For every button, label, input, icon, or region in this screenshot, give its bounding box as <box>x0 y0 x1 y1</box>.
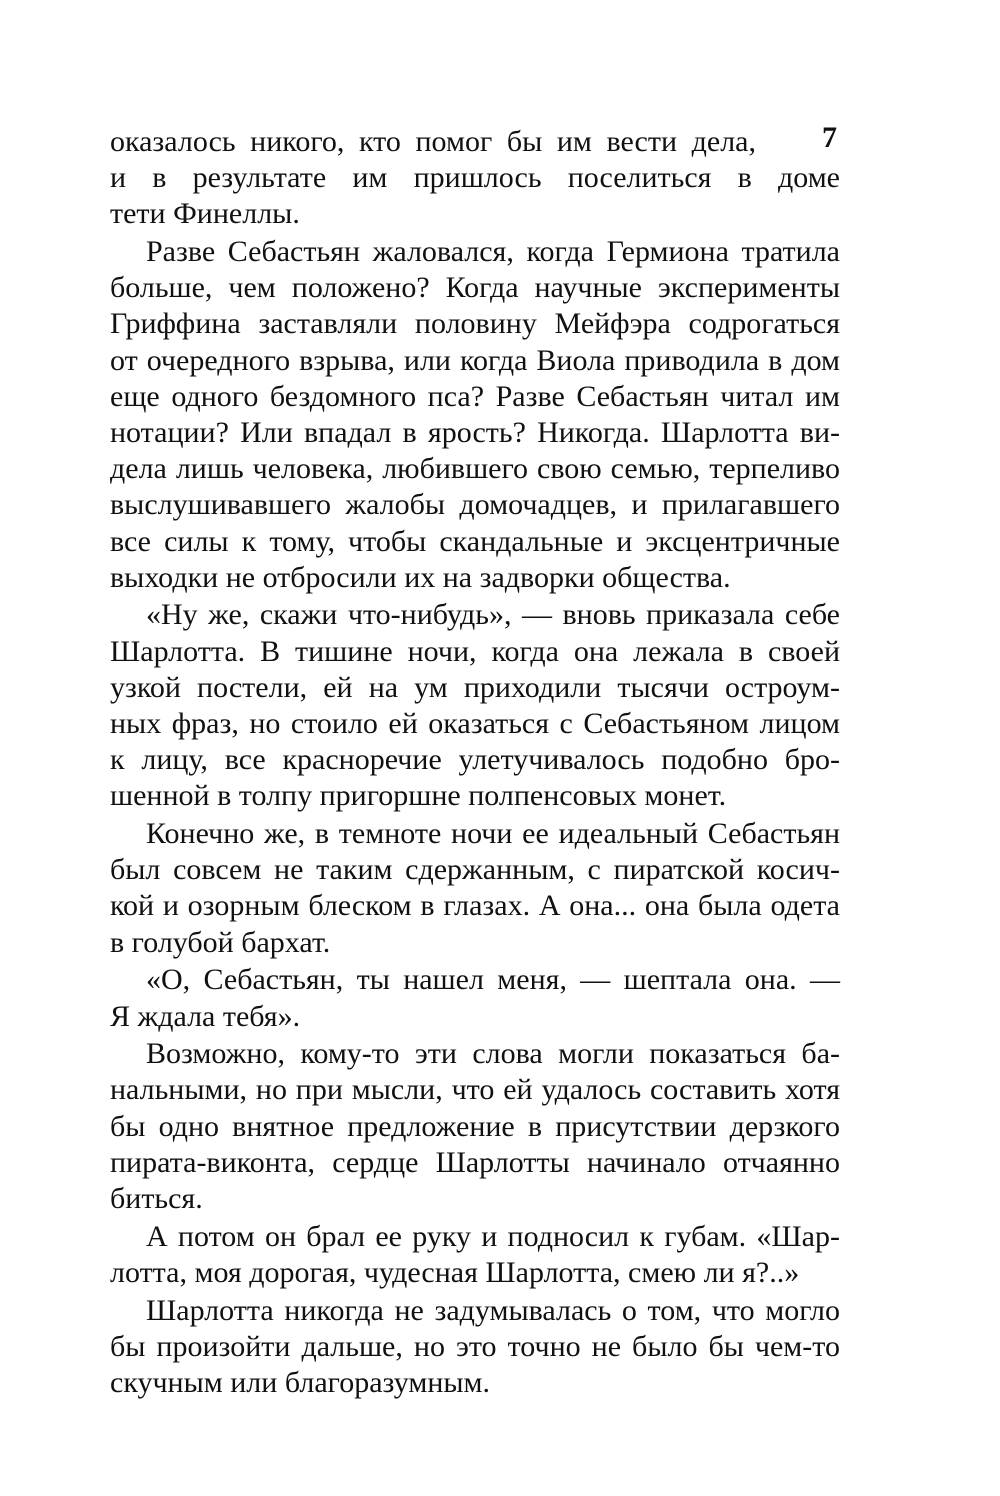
text-line: кой и озорным блеском в глазах. А она... она была одета <box>110 889 840 923</box>
text-line: нотации? Или впадал в ярость? Никогда. Шарлотта ви- <box>110 416 840 449</box>
body-text <box>110 124 840 1401</box>
text-line: Шарлотта никогда не задумывалась о том, что могло <box>146 1293 840 1327</box>
text-line: оказалось никого, кто помог бы им вести дела, <box>110 125 756 158</box>
text-line: тети Финеллы. <box>110 197 300 231</box>
text-line: Разве Себастьян жаловался, когда Гермиона тратила <box>146 235 840 269</box>
paragraph-1 <box>110 124 840 233</box>
text-line: шенной в толпу пригоршне полпенсовых монет. <box>110 779 727 813</box>
text-line: бы произойти дальше, но это точно не было бы чем-то <box>110 1329 840 1363</box>
text-line: узкой постели, ей на ум приходили тысячи остроум- <box>110 670 840 704</box>
text-line: «О, Себастьян, ты нашел меня, — шептала она. — <box>146 963 840 997</box>
paragraph-7 <box>110 1219 840 1291</box>
text-line: скучным или благоразумным. <box>110 1365 491 1399</box>
text-line: «Ну же, скажи что-нибудь», — вновь приказала себе <box>146 598 840 632</box>
text-line: пирата-виконта, сердце Шарлотты начинало отчаянно <box>110 1145 840 1179</box>
text-line: биться. <box>110 1181 203 1215</box>
text-line: и в результате им пришлось поселиться в доме <box>110 161 840 195</box>
text-line: нальными, но при мысли, что ей удалось составить хотя <box>110 1073 840 1107</box>
text-line: А потом он брал ее руку и подносил к губам. «Шар- <box>146 1219 840 1253</box>
page-number: 7 <box>822 121 837 154</box>
text-line: был совсем не таким сдержанным, с пиратской косич- <box>110 853 840 887</box>
paragraph-5 <box>110 962 840 1034</box>
text-line: больше, чем положено? Когда научные эксперименты <box>110 271 840 305</box>
text-line: еще одного бездомного пса? Разве Себастьян читал им <box>110 379 840 413</box>
text-line: дела лишь человека, любившего свою семью, терпеливо <box>110 452 840 486</box>
text-line: бы одно внятное предложение в присутствии дерзкого <box>110 1109 840 1143</box>
paragraph-4 <box>110 816 840 961</box>
paragraph-8 <box>110 1293 840 1402</box>
text-line: Я ждала тебя». <box>110 999 301 1033</box>
text-line: выслушивавшего жалобы домочадцев, и прилагавшего <box>110 488 840 522</box>
text-line: в голубой бархат. <box>110 925 331 959</box>
text-line: от очередного взрыва, или когда Виола приводила в дом <box>110 343 840 377</box>
text-line: Конечно же, в темноте ночи ее идеальный Себастьян <box>146 817 840 851</box>
text-line: выходки не отбросили их на задворки общества. <box>110 560 731 594</box>
text-line: ных фраз, но стоило ей оказаться с Себастьяном лицом <box>110 707 840 740</box>
text-line: Гриффина заставляли половину Мейфэра содрогаться <box>110 307 840 341</box>
text-line: Возможно, кому-то эти слова могли показаться ба- <box>146 1037 840 1071</box>
paragraph-3 <box>110 597 840 814</box>
text-line: лотта, моя дорогая, чудесная Шарлотта, смею ли я?..» <box>110 1255 800 1289</box>
paragraph-2 <box>110 234 840 596</box>
paragraph-6 <box>110 1036 840 1217</box>
text-line: все силы к тому, чтобы скандальные и эксцентричные <box>110 524 840 558</box>
text-line: Шарлотта. В тишине ночи, когда она лежала в своей <box>110 634 840 668</box>
text-line: к лицу, все красноречие улетучивалось подобно бро- <box>110 743 840 777</box>
